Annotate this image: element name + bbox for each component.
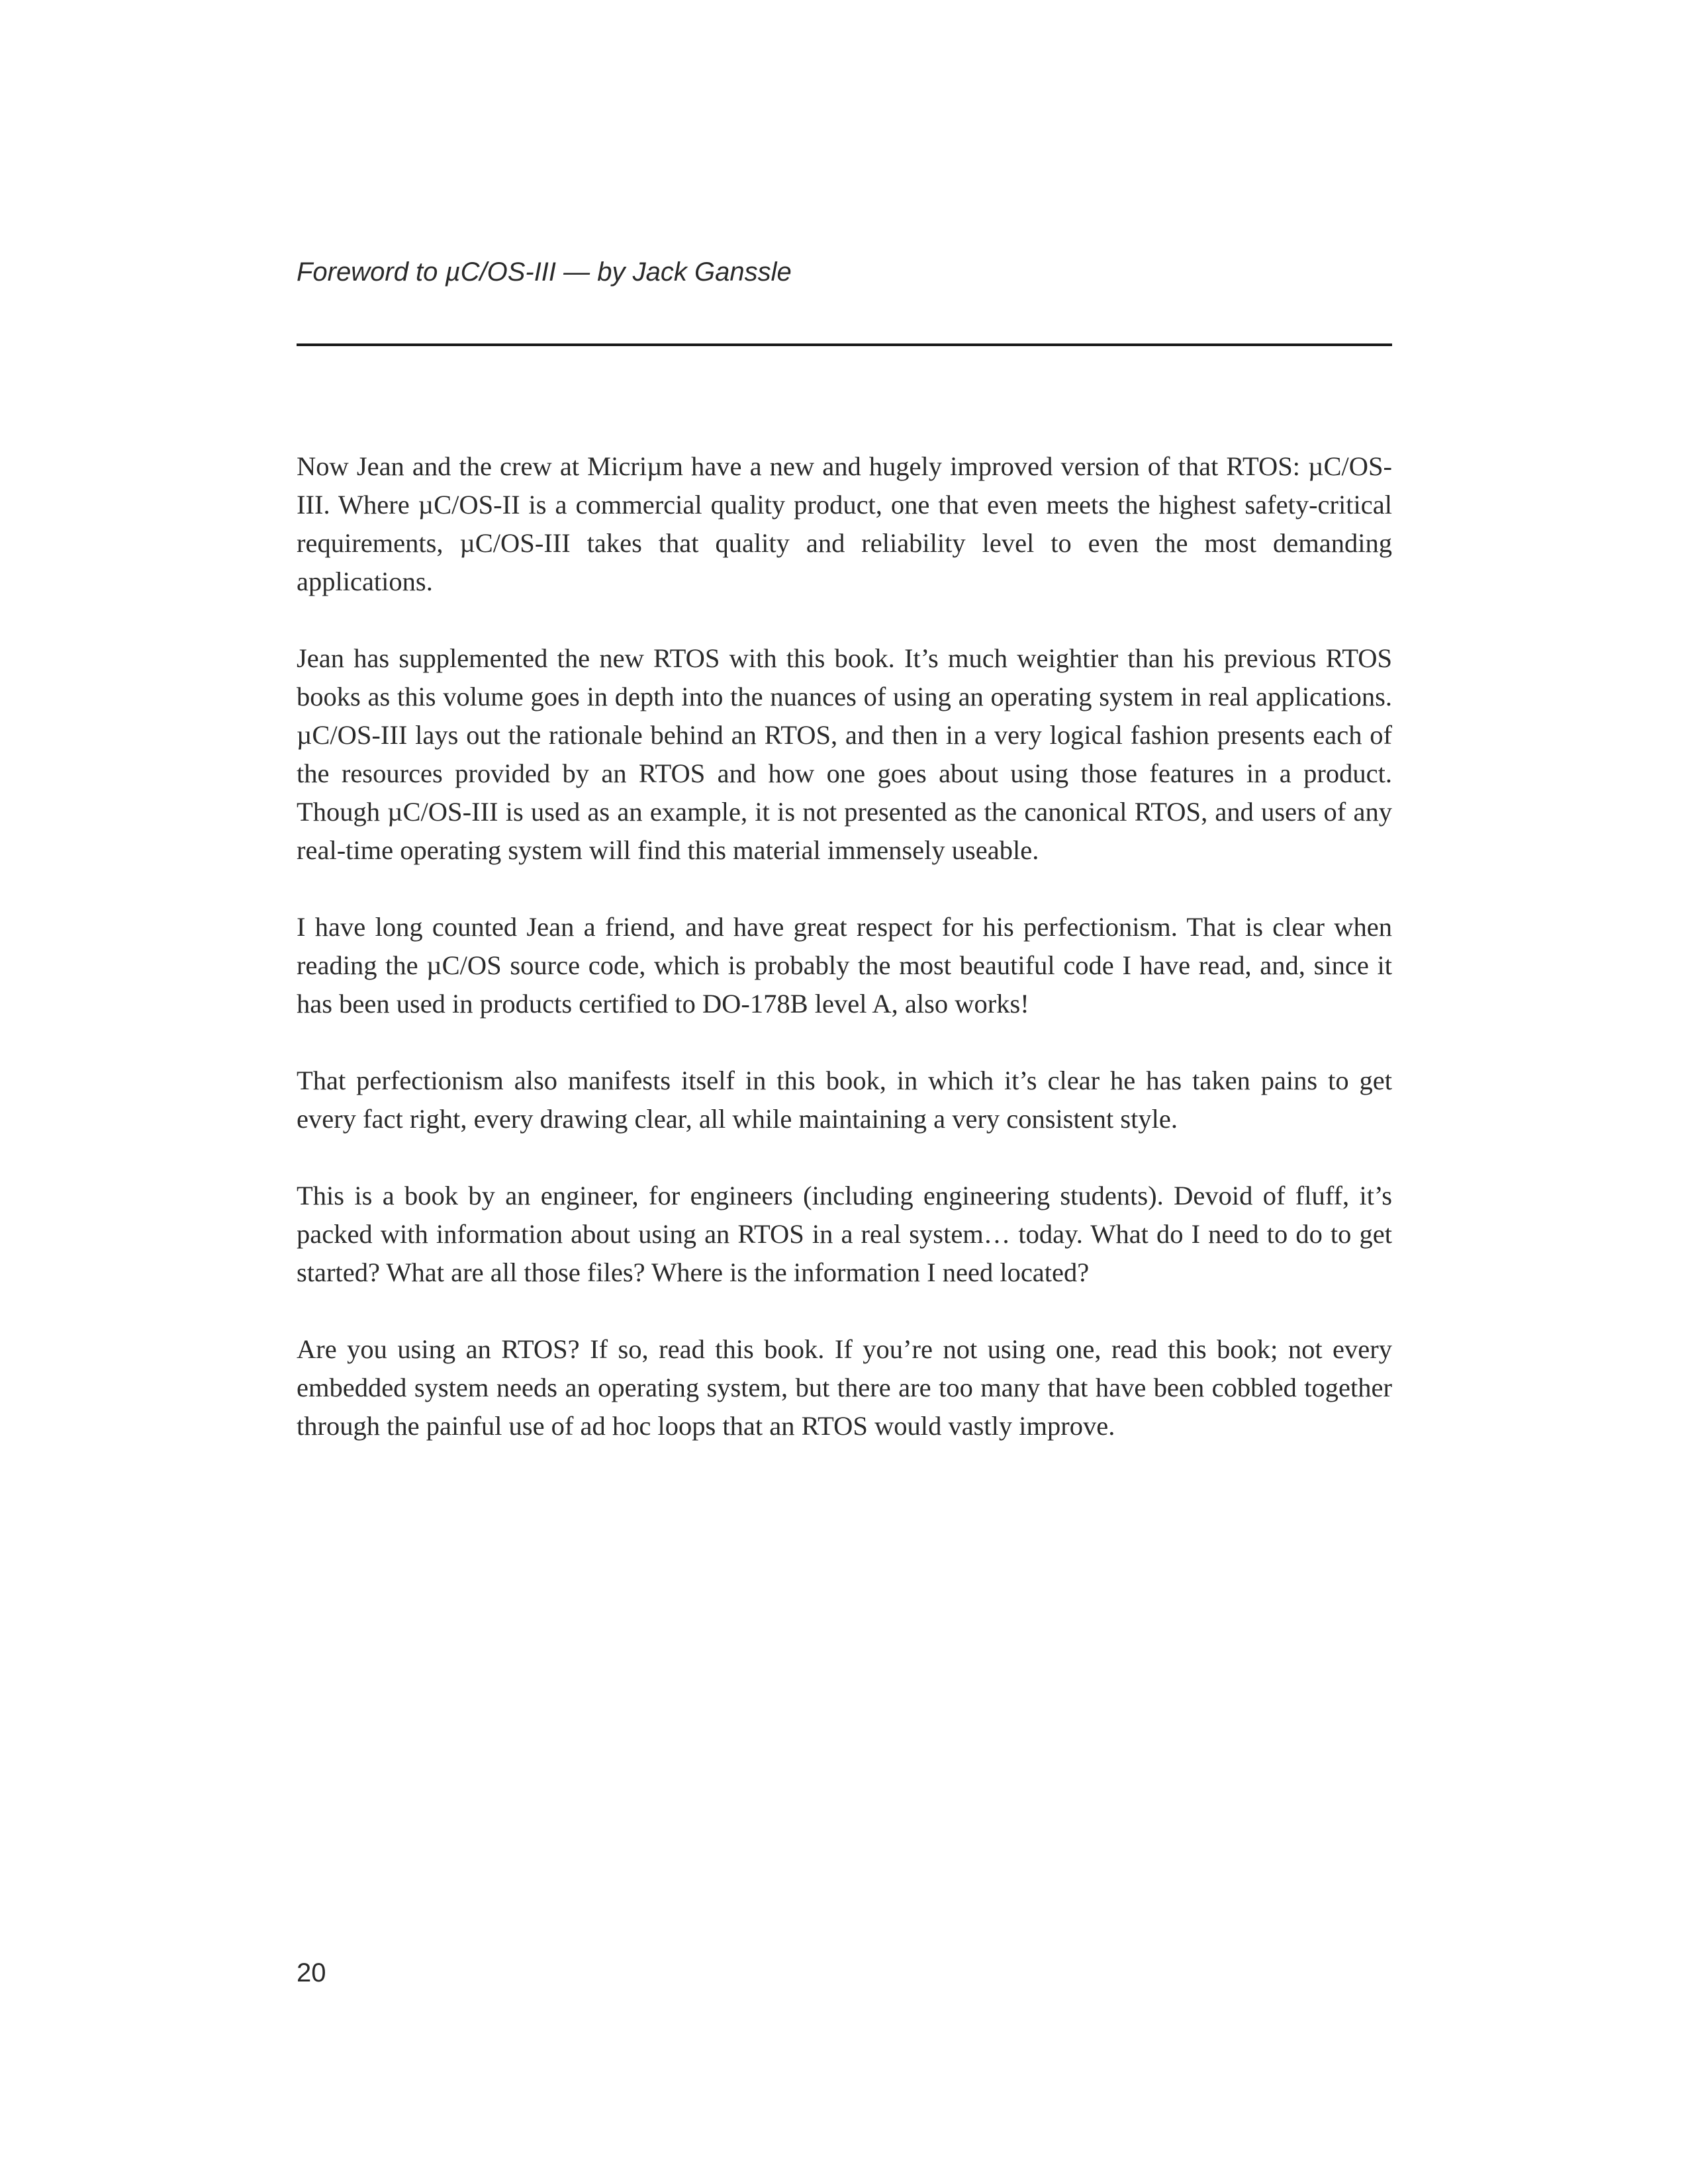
paragraph: This is a book by an engineer, for engineers (including engineering students). Devoid of fluff, it’s packed with information about using an RTOS in a real system… today. What do I need to do to get started? What are all those files? Where is the information I need located?	[297, 1181, 1392, 1287]
paragraph: Now Jean and the crew at Micriµm have a new and hugely improved version of that RTOS: µC/OS-III. Where µC/OS-II is a commercial quality product, one that even meets the highest safety-critical requirements, µC/OS-III takes that quality and reliability level to even the most demanding applications.	[297, 451, 1392, 596]
paragraph: Are you using an RTOS? If so, read this book. If you’re not using one, read this book; not every embedded system needs an operating system, but there are too many that have been cobbled together through the painful use of ad hoc loops that an RTOS would vastly improve.	[297, 1334, 1392, 1441]
paragraph: I have long counted Jean a friend, and have great respect for his perfectionism. That is clear when reading the µC/OS source code, which is probably the most beautiful code I have read, and, since it has been used in products certified to DO-178B level A, also works!	[297, 912, 1392, 1019]
header-rule	[297, 343, 1392, 346]
paragraph: That perfectionism also manifests itself in this book, in which it’s clear he has taken pains to get every fact right, every drawing clear, all while maintaining a very consistent style.	[297, 1066, 1392, 1134]
running-header: Foreword to µC/OS-III — by Jack Ganssle	[297, 257, 792, 287]
body-text	[297, 447, 1392, 1445]
page-number: 20	[297, 1958, 326, 1987]
paragraph: Jean has supplemented the new RTOS with this book. It’s much weightier than his previous RTOS books as this volume goes in depth into the nuances of using an operating system in real applications. µC/OS-III lays out the rationale behind an RTOS, and then in a very logical fashion presents each of the resources provided by an RTOS and how one goes about using those features in a product. Though µC/OS-III is used as an example, it is not presented as the canonical RTOS, and users of any real-time operating system will find this material immensely useable.	[297, 643, 1392, 865]
